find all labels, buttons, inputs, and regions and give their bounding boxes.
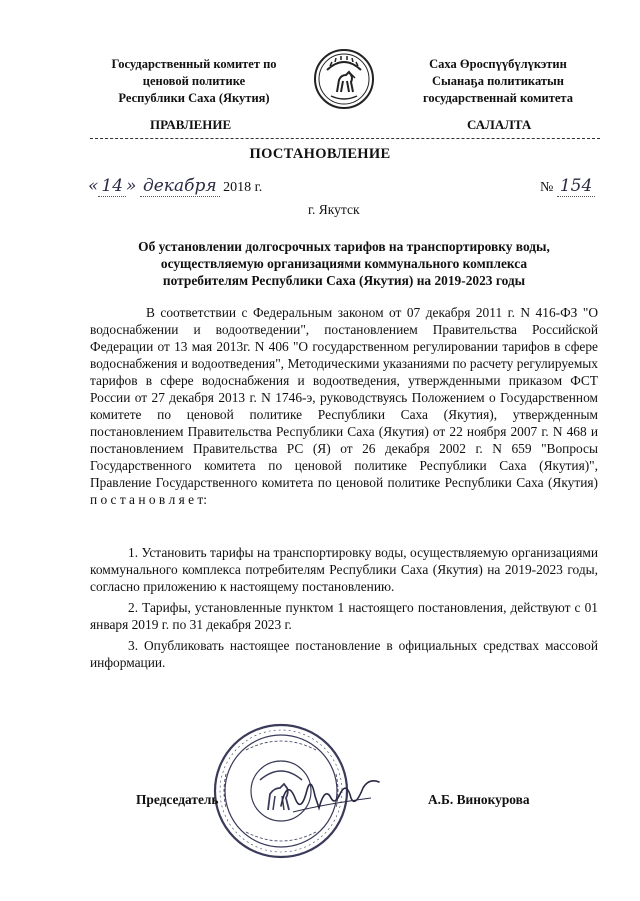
signer-position: Председатель (136, 792, 219, 807)
header-right-line: Сыанаҕа политикатын (432, 74, 564, 88)
header-right-org (398, 56, 598, 107)
subject-line: Об установлении долгосрочных тарифов на транспортировку воды, (138, 239, 550, 254)
decree-item: 2. Тарифы, установленные пунктом 1 настоящего постановления, действуют с 01 января 2019 г. по 31 декабря 2023 г. (90, 600, 598, 632)
date-close-quote: » (126, 176, 137, 196)
date-month: декабря (140, 176, 220, 197)
board-label-sakha: САЛАЛТА (467, 117, 532, 132)
header-right-line: Саха Өроспүүбүлүкэтин (429, 57, 567, 71)
decree-items (90, 544, 598, 675)
decree-subject (90, 238, 598, 289)
header-right-line: государственнай комитета (423, 91, 573, 105)
date-open-quote: « (88, 176, 99, 196)
decree-number (540, 176, 595, 196)
header-left-org (96, 56, 292, 107)
decree-item: 3. Опубликовать настоящее постановление в официальных средствах массовой информации. (90, 638, 598, 670)
header-left-line: ценовой политике (142, 74, 246, 88)
number-sign: № (540, 180, 554, 195)
number-value: 154 (557, 176, 595, 197)
date-day: 14 (98, 176, 126, 197)
decree-date (88, 176, 262, 196)
signer-name: А.Б. Винокурова (428, 792, 530, 807)
header-left-line: Государственный комитет по (111, 57, 277, 71)
preamble-paragraph: В соответствии с Федеральным законом от 07 декабря 2011 г. N 416-ФЗ "О водоснабжении и водоотведении", постановлением Правительства Российской Федерации от 13 мая 2013г. N 406 "О государственном регулировании тарифов в сфере водоснабжения и водоотведения", Методическими указаниями по расчету регулируемых тарифов в сфере водоснабжения и водоотведения, утвержденными приказом ФСТ России от 27 декабря 2013 г. N 1746-э, руководствуясь Положением о Государственном комитете по ценовой политике Республики Саха (Якутия), утвержденным постановлением Правительства Республики Саха (Якутия) от 22 ноября 2007 г. N 468 и постановлением Правительства РС (Я) от 26 декабря 2002 г. N 659 "Вопросы Государственного комитета по ценовой политике Республики Саха (Якутия)", Правление Государственного комитета по ценовой политике Республики Саха (Якутия) п о с т а н о в л я е т: (90, 305, 598, 507)
decree-item: 1. Установить тарифы на транспортировку воды, осуществляемую организациями коммунального комплекса потребителям Республики Саха (Якутия) на 2019-2023 годы, согласно приложению к настоящему постановлению. (90, 545, 598, 594)
signature-scribble (275, 768, 385, 822)
subject-line: потребителям Республики Саха (Якутия) на 2019-2023 годы (162, 273, 526, 288)
decree-title: ПОСТАНОВЛЕНИЕ (249, 146, 391, 162)
header-left-line: Республики Саха (Якутия) (118, 91, 270, 105)
date-year: 2018 г. (223, 180, 263, 195)
header-divider (90, 138, 600, 139)
subject-line: осуществляемую организациями коммунального комплекса (160, 256, 528, 271)
decree-city: г. Якутск (308, 202, 360, 217)
board-label-ru: ПРАВЛЕНИЕ (150, 117, 232, 132)
coat-of-arms-icon (313, 48, 375, 110)
